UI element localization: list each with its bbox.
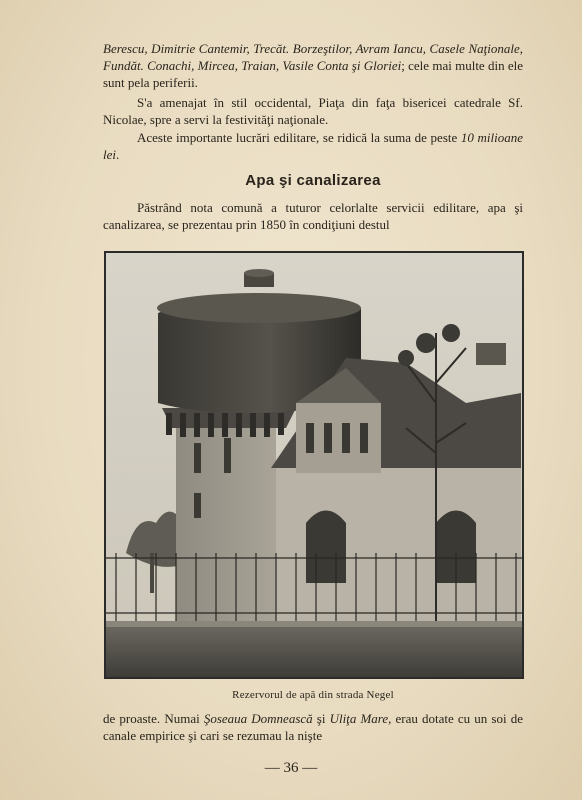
curb <box>106 621 522 627</box>
page-number: — 36 — <box>264 760 318 776</box>
paragraph-street-list <box>103 40 523 91</box>
paragraph-intro-water-text: Păstrând nota comună a tuturor celorlalte servicii edilitare, apa şi canalizarea, se prezentau prin 1850 în condiţiuni destul <box>103 200 523 232</box>
cost-text-end: . <box>116 147 120 162</box>
paragraph-intro-water <box>103 199 523 233</box>
water-tower-illustration <box>106 253 522 677</box>
street-names-rest: ; cele mai multe din ele sunt pela periferii. <box>103 58 523 90</box>
street-names-text: Berescu, Dimitrie Cantemir, Trecăt. Borzeştilor, Avram Iancu, Casele Naţionale, Fundăt. Conachi, Mircea, Traian, Vasile Conta şi Gloriei <box>103 41 523 73</box>
cost-amount: 10 milioane lei <box>103 130 524 162</box>
canals-text-and: şi <box>312 711 330 726</box>
canals-text-start: de proaste. Numai <box>103 711 204 726</box>
paragraph-piata-text: S'a amenajat în stil occidental, Piaţa din faţa bisericei catedrale Sf. Nicolae, spre a servi la festivităţi naţionale. <box>103 95 523 127</box>
section-heading: Apa şi canalizarea <box>245 172 381 189</box>
street-soseaua: Şoseaua Domnească <box>203 711 313 726</box>
photo-caption: Rezervorul de apă din strada Negel <box>232 689 394 701</box>
street-ulita: Uliţa Mare <box>329 711 389 726</box>
canals-text-end: , erau dotate cu un soi de canale empirice şi cari se rezumau la nişte <box>103 711 523 743</box>
paragraph-piata <box>103 94 523 128</box>
ground <box>106 623 522 677</box>
paragraph-cost <box>103 129 523 163</box>
paragraph-canals <box>103 710 523 744</box>
cost-text-start: Aceste importante lucrări edilitare, se ridică la suma de peste <box>137 130 461 145</box>
water-tower-photo <box>104 251 524 679</box>
